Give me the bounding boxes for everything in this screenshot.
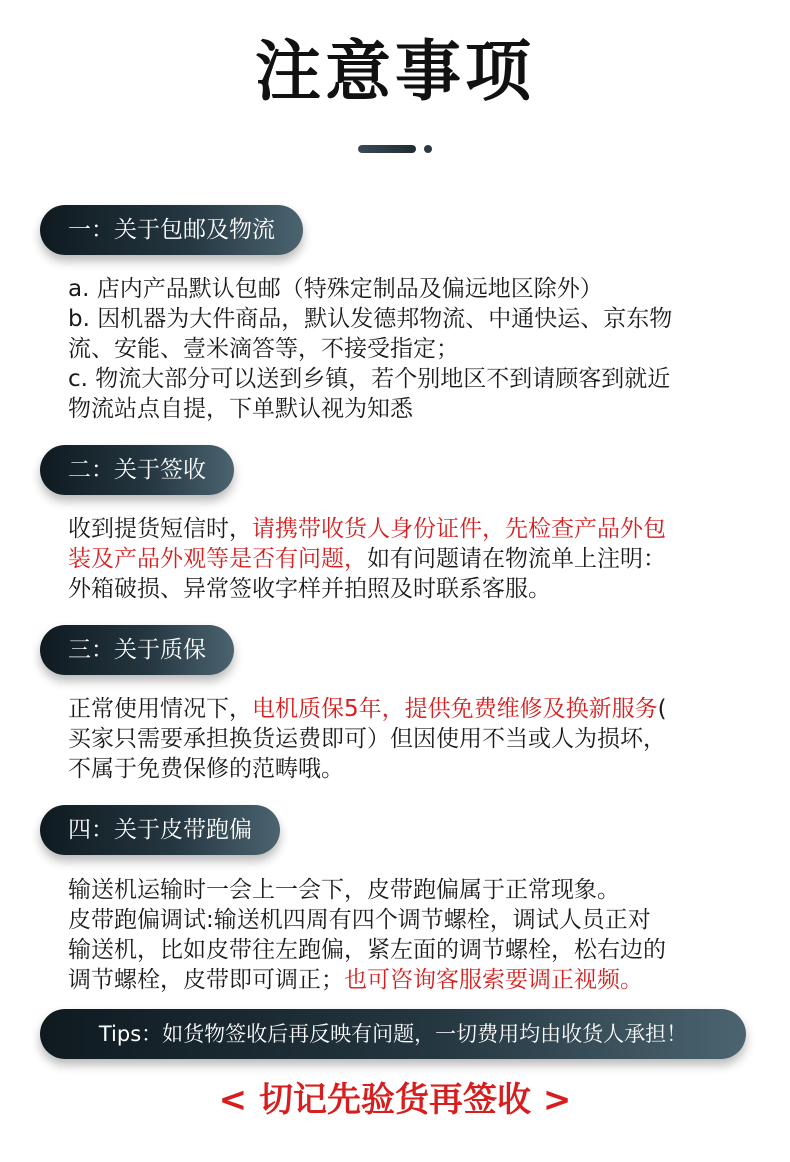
page-title: 注意事项 <box>255 33 535 110</box>
warranty-paren: ( <box>657 696 667 722</box>
shipping-line-a: a. 店内产品默认包邮（特殊定制品及偏远地区除外） <box>68 276 603 302</box>
shipping-line-b: b. 因机器为大件商品，默认发德邦物流、中通快运、京东物 <box>68 306 673 332</box>
divider-bar <box>358 145 416 153</box>
warranty-highlight: 电机质保5年，提供免费维修及换新服务 <box>252 696 658 722</box>
belt-line-2: 皮带跑偏调试:输送机四周有四个调节螺栓，调试人员正对 <box>68 907 651 933</box>
shipping-line-b-cont: 流、安能、壹米滴答等，不接受指定； <box>68 336 459 362</box>
belt-text: 调节螺栓，皮带即可调正； <box>68 967 344 993</box>
warranty-line-1 <box>68 694 738 724</box>
tips-banner: Tips：如货物签收后再反映有问题，一切费用均由收货人承担！ <box>40 1009 746 1059</box>
signing-warning: 请携带收货人身份证件，先检查产品外包 <box>252 516 666 542</box>
section-heading-shipping: 一：关于包邮及物流 <box>40 205 303 255</box>
signing-line-3: 外箱破损、异常签收字样并拍照及时联系客服。 <box>68 576 551 602</box>
signing-text-cont: 如有问题请在物流单上注明： <box>367 546 666 572</box>
belt-line-3: 输送机，比如皮带往左跑偏，紧左面的调节螺栓，松右边的 <box>68 937 666 963</box>
belt-line-4 <box>68 965 738 995</box>
footer-reminder: < 切记先验货再签收 > <box>218 1080 572 1120</box>
shipping-line-c-cont: 物流站点自提，下单默认视为知悉 <box>68 396 413 422</box>
belt-highlight: 也可咨询客服索要调正视频。 <box>344 967 643 993</box>
signing-text: 收到提货短信时， <box>68 516 252 542</box>
section-heading-signing: 二：关于签收 <box>40 445 234 495</box>
title-divider <box>358 145 438 155</box>
signing-line-2 <box>68 544 738 574</box>
warranty-line-3: 不属于免费保修的范畴哦。 <box>68 756 344 782</box>
section-heading-belt: 四：关于皮带跑偏 <box>40 805 280 855</box>
section-heading-warranty: 三：关于质保 <box>40 625 234 675</box>
section-body-signing <box>68 514 738 604</box>
belt-line-1: 输送机运输时一会上一会下，皮带跑偏属于正常现象。 <box>68 877 620 903</box>
section-body-warranty <box>68 694 738 784</box>
section-body-belt <box>68 875 738 995</box>
signing-line-1 <box>68 514 738 544</box>
shipping-line-c: c. 物流大部分可以送到乡镇，若个别地区不到请顾客到就近 <box>68 366 671 392</box>
warranty-text: 正常使用情况下， <box>68 696 252 722</box>
warranty-line-2: 买家只需要承担换货运费即可）但因使用不当或人为损坏， <box>68 726 666 752</box>
divider-dot <box>424 145 432 153</box>
section-body-shipping <box>68 274 738 424</box>
signing-warning-cont: 装及产品外观等是否有问题， <box>68 546 367 572</box>
